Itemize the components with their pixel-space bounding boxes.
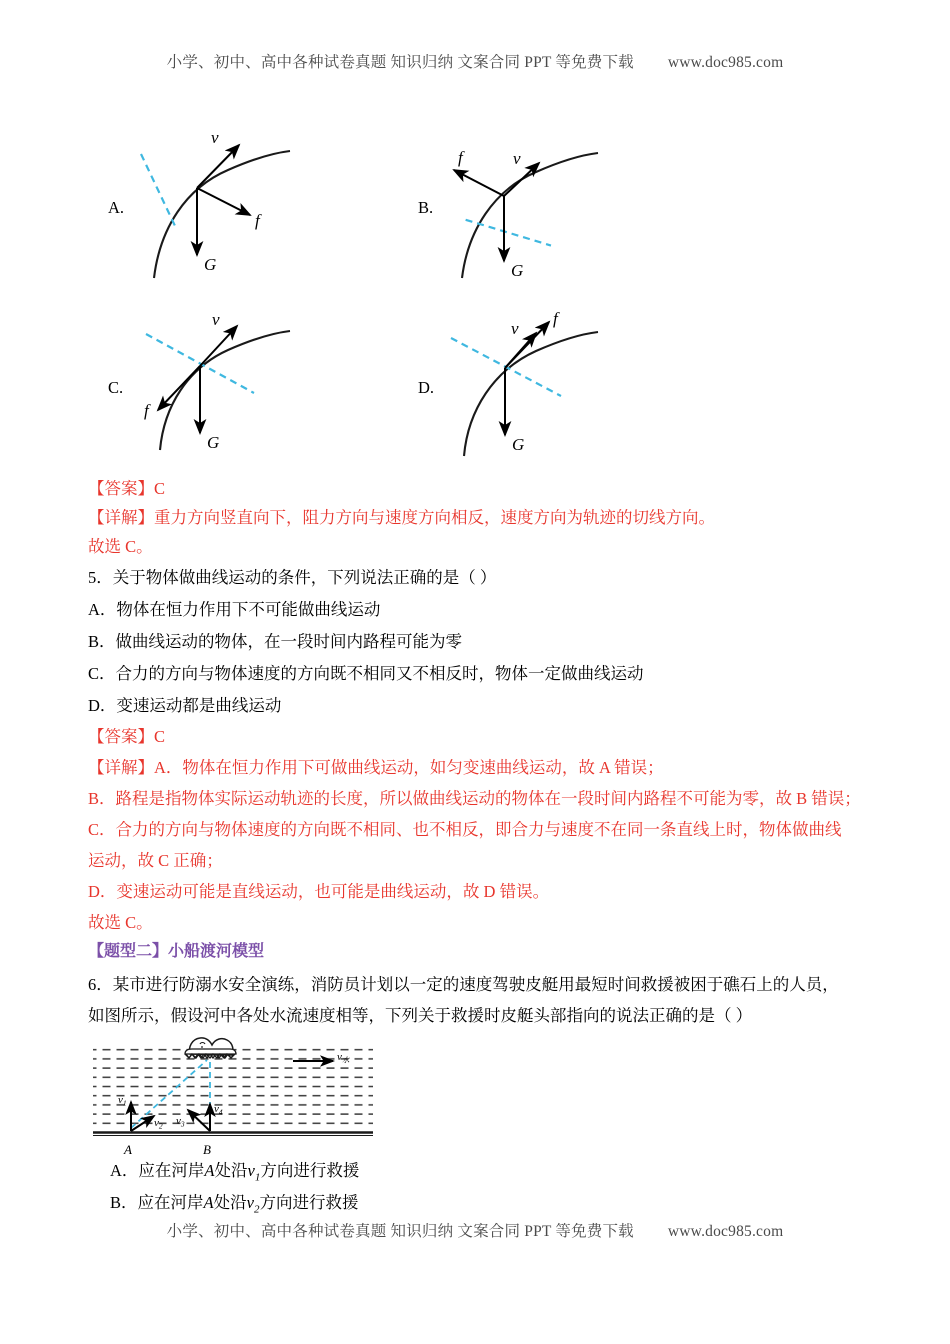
point-b-label: B <box>203 1142 211 1157</box>
q4-conclusion-line: 故选 C。 <box>88 537 153 556</box>
q6-stem-text-1: 某市进行防溺水安全演练，消防员计划以一定的速度驾驶皮艇用最短时间救援被困于礁石上的人员， <box>112 975 839 994</box>
figure-b-svg <box>418 118 748 288</box>
figure-a-letter: A. <box>108 198 125 217</box>
q6-option-a-vec: v <box>247 1161 255 1180</box>
figure-b-f-label: f <box>458 148 463 167</box>
q5-detail-line-2: B．路程是指物体实际运动轨迹的长度，所以做曲线运动的物体在一段时间内路程不可能为零，故 B 错误； <box>88 789 861 808</box>
q6-option-b-mid: 处沿 <box>213 1193 247 1212</box>
q5-stem <box>88 570 496 587</box>
v1-label: $v_1$ <box>118 1094 127 1108</box>
figure-option-c <box>108 298 438 468</box>
q5-option-a-letter: A． <box>88 600 117 619</box>
q6-option-a-post: 方向进行救援 <box>260 1161 360 1180</box>
q4-answer-line: 【答案】C <box>88 479 166 498</box>
q5-answer-line: 【答案】C <box>88 727 166 746</box>
figure-d-svg <box>418 298 748 468</box>
q6-stem-line-2: 如图所示，假设河中各处水流速度相等，下列关于救援时皮艇头部指向的说法正确的是（ ） <box>88 1006 753 1025</box>
q5-option-a[interactable] <box>88 602 380 619</box>
q5-number: 5． <box>88 568 113 587</box>
header-watermark <box>0 50 950 72</box>
river-crossing-figure <box>88 1036 378 1166</box>
footer-watermark-text: 小学、初中、高中各种试卷真题 知识归纳 文案合同 PPT 等免费下载 <box>166 1223 634 1240</box>
figure-d-letter: D. <box>418 378 435 397</box>
q5-option-b-letter: B． <box>88 632 116 651</box>
q6-option-a-vec-sub: 1 <box>254 1171 261 1184</box>
q6-option-b-vec: v <box>246 1193 254 1212</box>
figure-c-v-label: v <box>212 310 220 329</box>
v4-label: $v_4$ <box>214 1103 223 1117</box>
figure-b-g-label: G <box>511 261 524 280</box>
q5-conclusion-line: 故选 C。 <box>88 913 153 932</box>
figure-a-f-label: f <box>255 211 260 230</box>
header-watermark-text: 小学、初中、高中各种试卷真题 知识归纳 文案合同 PPT 等免费下载 <box>166 54 634 71</box>
q5-option-d-letter: D． <box>88 696 117 715</box>
figure-a-svg <box>108 118 438 288</box>
q6-option-b-point: A <box>203 1193 214 1212</box>
v3-label: $v_3$ <box>176 1115 185 1129</box>
q6-option-a-pre: 应在河岸 <box>138 1161 205 1180</box>
v2-label: $v_2$ <box>154 1117 163 1131</box>
q5-option-c-letter: C． <box>88 664 116 683</box>
section-heading <box>88 943 264 959</box>
q4-detail-line: 【详解】重力方向竖直向下，阻力方向与速度方向相反，速度方向为轨迹的切线方向。 <box>88 508 715 527</box>
figure-a-v-label: v <box>211 128 219 147</box>
figure-option-d <box>418 298 748 468</box>
q6-option-b-letter: B． <box>110 1193 138 1212</box>
q5-option-b-text: 做曲线运动的物体，在一段时间内路程可能为零 <box>115 632 463 651</box>
q6-option-b-pre: 应在河岸 <box>137 1193 204 1212</box>
figure-d-g-label: G <box>512 435 525 454</box>
footer-watermark <box>0 1219 950 1241</box>
q5-stem-text: 关于物体做曲线运动的条件，下列说法正确的是（ ） <box>112 568 497 587</box>
header-watermark-url: www.doc985.com <box>667 54 784 71</box>
figure-option-b <box>418 118 748 288</box>
river-figure-svg <box>88 1036 378 1161</box>
figure-b-letter: B. <box>418 198 434 217</box>
q5-detail-line-3: C．合力的方向与物体速度的方向既不相同、也不相反，即合力与速度不在同一条直线上时，物体做曲线 <box>88 820 842 839</box>
point-a-label: A <box>124 1142 132 1157</box>
figure-a-g-label: G <box>204 255 217 274</box>
figure-c-letter: C. <box>108 378 124 397</box>
q5-option-a-text: 物体在恒力作用下不可能做曲线运动 <box>116 600 381 619</box>
q6-option-b[interactable] <box>110 1195 358 1215</box>
figure-c-svg <box>108 298 438 468</box>
q5-option-c[interactable] <box>88 666 644 683</box>
q6-number: 6． <box>88 975 113 994</box>
q5-option-d-text: 变速运动都是曲线运动 <box>116 696 282 715</box>
q6-option-b-vec-sub: 2 <box>253 1203 260 1216</box>
figure-d-f-label: f <box>553 309 558 328</box>
v-water-label: $v_水$ <box>337 1051 350 1065</box>
q6-option-a-mid: 处沿 <box>214 1161 248 1180</box>
q6-stem-line-1 <box>88 977 839 994</box>
q5-option-d[interactable] <box>88 698 281 715</box>
q6-option-a-point: A <box>204 1161 215 1180</box>
q5-option-b[interactable] <box>88 634 462 651</box>
section-heading-title: 小船渡河模型 <box>168 941 265 960</box>
figure-option-a <box>108 118 438 288</box>
q5-detail-line-5: D．变速运动可能是直线运动，也可能是曲线运动，故 D 错误。 <box>88 882 550 901</box>
q5-detail-line-1: 【详解】A．物体在恒力作用下可做曲线运动，如匀变速曲线运动，故 A 错误； <box>88 758 664 777</box>
q6-option-a-letter: A． <box>110 1161 139 1180</box>
rock-with-person <box>185 1038 236 1058</box>
q6-option-a[interactable] <box>110 1163 359 1183</box>
footer-watermark-url: www.doc985.com <box>667 1223 784 1240</box>
q6-option-b-post: 方向进行救援 <box>259 1193 359 1212</box>
figure-c-g-label: G <box>207 433 220 452</box>
figure-d-v-label: v <box>511 319 519 338</box>
q5-detail-line-4: 运动，故 C 正确； <box>88 851 223 870</box>
q5-option-c-text: 合力的方向与物体速度的方向既不相同又不相反时，物体一定做曲线运动 <box>115 664 644 683</box>
figure-c-f-label: f <box>144 401 149 420</box>
figure-b-v-label: v <box>513 149 521 168</box>
section-heading-bracket: 【题型二】 <box>88 941 169 960</box>
